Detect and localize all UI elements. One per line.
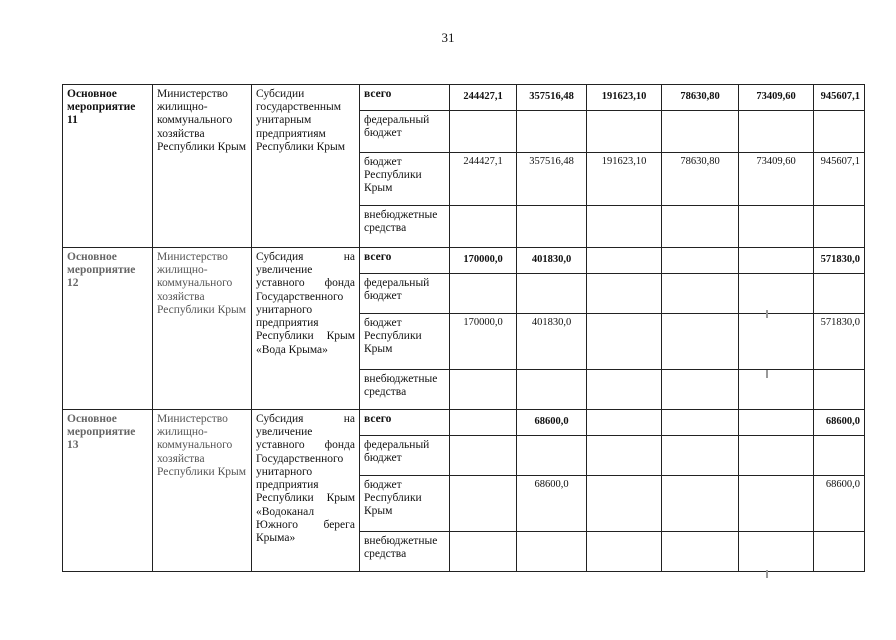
funding-source-cell: внебюджетные средства xyxy=(360,532,450,572)
amount-cell xyxy=(739,206,814,248)
total-amount-cell: 945607,1 xyxy=(814,85,865,111)
amount-cell xyxy=(587,476,662,532)
funding-source-cell: бюджет Республики Крым xyxy=(360,153,450,206)
table-row xyxy=(63,85,865,111)
amount-cell xyxy=(450,436,517,476)
amount-cell: 73409,60 xyxy=(739,153,814,206)
amount-cell xyxy=(587,111,662,153)
amount-cell xyxy=(450,476,517,532)
total-amount-cell: 571830,0 xyxy=(814,314,865,370)
amount-cell: 401830,0 xyxy=(517,248,587,274)
amount-cell xyxy=(739,410,814,436)
total-amount-cell: 68600,0 xyxy=(814,410,865,436)
amount-cell xyxy=(450,111,517,153)
amount-cell xyxy=(739,111,814,153)
description-cell: Субсидия на увеличение уставного фонда Государственного унитарного предприятия Республики Крым «Вода Крыма» xyxy=(252,248,360,410)
total-amount-cell: 945607,1 xyxy=(814,153,865,206)
amount-cell: 191623,10 xyxy=(587,153,662,206)
amount-cell xyxy=(587,314,662,370)
amount-cell xyxy=(739,370,814,410)
scan-mark xyxy=(766,570,768,578)
funding-source-cell: внебюджетные средства xyxy=(360,206,450,248)
amount-cell: 68600,0 xyxy=(517,476,587,532)
amount-cell xyxy=(587,436,662,476)
funding-source-cell: бюджет Республики Крым xyxy=(360,476,450,532)
amount-cell: 401830,0 xyxy=(517,314,587,370)
total-amount-cell xyxy=(814,436,865,476)
amount-cell xyxy=(517,206,587,248)
amount-cell xyxy=(587,410,662,436)
amount-cell: 78630,80 xyxy=(662,153,739,206)
table-row xyxy=(63,410,865,436)
amount-cell xyxy=(662,111,739,153)
event-name-cell: Основное мероприятие 11 xyxy=(63,85,153,248)
amount-cell xyxy=(587,370,662,410)
total-amount-cell xyxy=(814,206,865,248)
amount-cell: 68600,0 xyxy=(517,410,587,436)
amount-cell: 191623,10 xyxy=(587,85,662,111)
event-name-cell: Основное мероприятие 12 xyxy=(63,248,153,410)
amount-cell xyxy=(587,274,662,314)
amount-cell xyxy=(517,370,587,410)
amount-cell: 357516,48 xyxy=(517,153,587,206)
amount-cell xyxy=(517,436,587,476)
organization-cell: Министерство жилищно-коммунального хозяйства Республики Крым xyxy=(153,248,252,410)
scan-mark xyxy=(766,310,768,318)
amount-cell xyxy=(662,410,739,436)
event-name-cell: Основное мероприятие 13 xyxy=(63,410,153,572)
amount-cell xyxy=(587,206,662,248)
amount-cell xyxy=(450,274,517,314)
amount-cell xyxy=(450,410,517,436)
amount-cell xyxy=(662,436,739,476)
funding-source-cell: всего xyxy=(360,248,450,274)
scan-mark xyxy=(766,370,768,378)
amount-cell xyxy=(662,370,739,410)
amount-cell: 357516,48 xyxy=(517,85,587,111)
amount-cell xyxy=(739,248,814,274)
funding-source-cell: всего xyxy=(360,410,450,436)
amount-cell xyxy=(587,248,662,274)
amount-cell xyxy=(517,532,587,572)
funding-source-cell: федеральный бюджет xyxy=(360,436,450,476)
amount-cell: 170000,0 xyxy=(450,314,517,370)
funding-table xyxy=(62,84,865,572)
total-amount-cell: 571830,0 xyxy=(814,248,865,274)
amount-cell xyxy=(739,314,814,370)
amount-cell xyxy=(739,274,814,314)
amount-cell xyxy=(662,532,739,572)
amount-cell: 170000,0 xyxy=(450,248,517,274)
funding-source-cell: всего xyxy=(360,85,450,111)
table-row xyxy=(63,248,865,274)
amount-cell xyxy=(517,111,587,153)
amount-cell xyxy=(450,370,517,410)
page-number: 31 xyxy=(441,30,455,45)
amount-cell: 78630,80 xyxy=(662,85,739,111)
total-amount-cell: 68600,0 xyxy=(814,476,865,532)
amount-cell: 73409,60 xyxy=(739,85,814,111)
amount-cell xyxy=(662,476,739,532)
description-cell: Субсидия на увеличение уставного фонда Государственного унитарного предприятия Республики Крым «Водоканал Южного берега Крыма» xyxy=(252,410,360,572)
funding-source-cell: внебюджетные средства xyxy=(360,370,450,410)
amount-cell xyxy=(739,532,814,572)
amount-cell xyxy=(662,314,739,370)
amount-cell xyxy=(739,436,814,476)
amount-cell xyxy=(662,274,739,314)
amount-cell xyxy=(739,476,814,532)
amount-cell xyxy=(662,206,739,248)
amount-cell: 244427,1 xyxy=(450,85,517,111)
total-amount-cell xyxy=(814,111,865,153)
total-amount-cell xyxy=(814,274,865,314)
amount-cell: 244427,1 xyxy=(450,153,517,206)
funding-source-cell: федеральный бюджет xyxy=(360,274,450,314)
organization-cell: Министерство жилищно-коммунального хозяйства Республики Крым xyxy=(153,410,252,572)
total-amount-cell xyxy=(814,370,865,410)
amount-cell xyxy=(662,248,739,274)
total-amount-cell xyxy=(814,532,865,572)
organization-cell: Министерство жилищно-коммунального хозяйства Республики Крым xyxy=(153,85,252,248)
amount-cell xyxy=(450,206,517,248)
description-cell: Субсидии государственным унитарным предприятиям Республики Крым xyxy=(252,85,360,248)
amount-cell xyxy=(517,274,587,314)
funding-source-cell: бюджет Республики Крым xyxy=(360,314,450,370)
amount-cell xyxy=(587,532,662,572)
amount-cell xyxy=(450,532,517,572)
funding-source-cell: федеральный бюджет xyxy=(360,111,450,153)
